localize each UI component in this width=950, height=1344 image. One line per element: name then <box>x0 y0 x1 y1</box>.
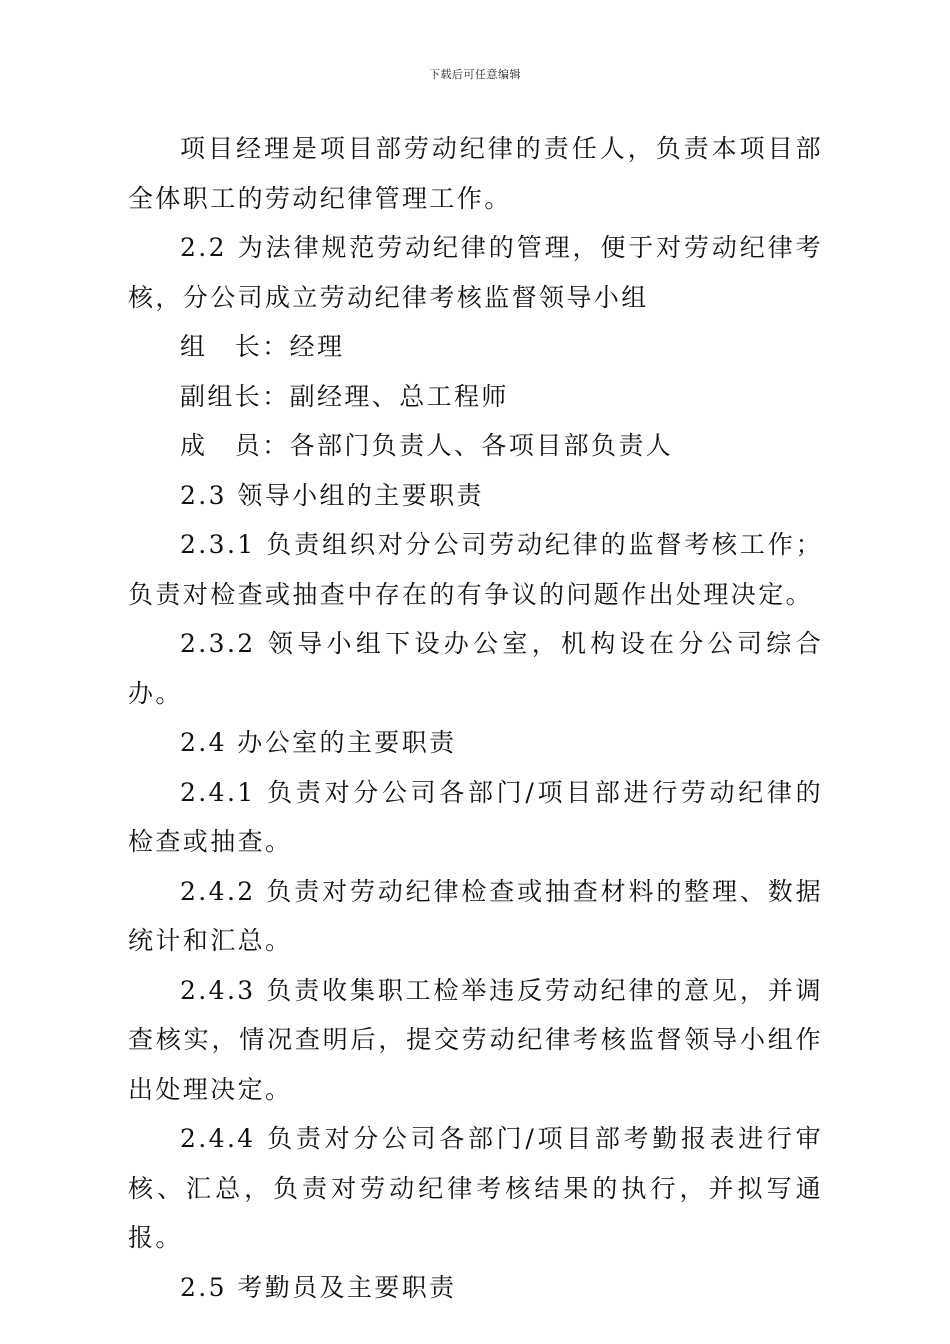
document-body <box>128 124 823 1312</box>
paragraph: 2.4.2 负责对劳动纪律检查或抽查材料的整理、数据统计和汇总。 <box>128 876 823 955</box>
paragraph: 2.5 考勤员及主要职责 <box>180 1272 457 1302</box>
paragraph: 2.2 为法律规范劳动纪律的管理，便于对劳动纪律考核，分公司成立劳动纪律考核监督领导小组 <box>128 233 823 312</box>
paragraph: 2.3.2 领导小组下设办公室，机构设在分公司综合办。 <box>128 629 823 708</box>
paragraph: 2.3.1 负责组织对分公司劳动纪律的监督考核工作；负责对检查或抽查中存在的有争议的问题作出处理决定。 <box>128 530 823 609</box>
paragraph: 2.4.4 负责对分公司各部门/项目部考勤报表进行审核、汇总，负责对劳动纪律考核结果的执行，并拟写通报。 <box>128 1124 823 1252</box>
paragraph: 组 长：经理 <box>180 332 345 361</box>
paragraph: 副组长：副经理、总工程师 <box>180 381 509 411</box>
paragraph: 成 员：各部门负责人、各项目部负责人 <box>180 431 674 460</box>
paragraph: 2.4 办公室的主要职责 <box>180 728 457 757</box>
paragraph: 项目经理是项目部劳动纪律的责任人，负责本项目部全体职工的劳动纪律管理工作。 <box>128 134 823 213</box>
paragraph: 2.4.3 负责收集职工检举违反劳动纪律的意见，并调查核实，情况查明后，提交劳动纪律考核监督领导小组作出处理决定。 <box>128 975 823 1104</box>
paragraph: 2.4.1 负责对分公司各部门/项目部进行劳动纪律的检查或抽查。 <box>128 777 823 856</box>
paragraph: 2.3 领导小组的主要职责 <box>180 480 484 510</box>
header-note: 下载后可任意编辑 <box>429 68 521 81</box>
